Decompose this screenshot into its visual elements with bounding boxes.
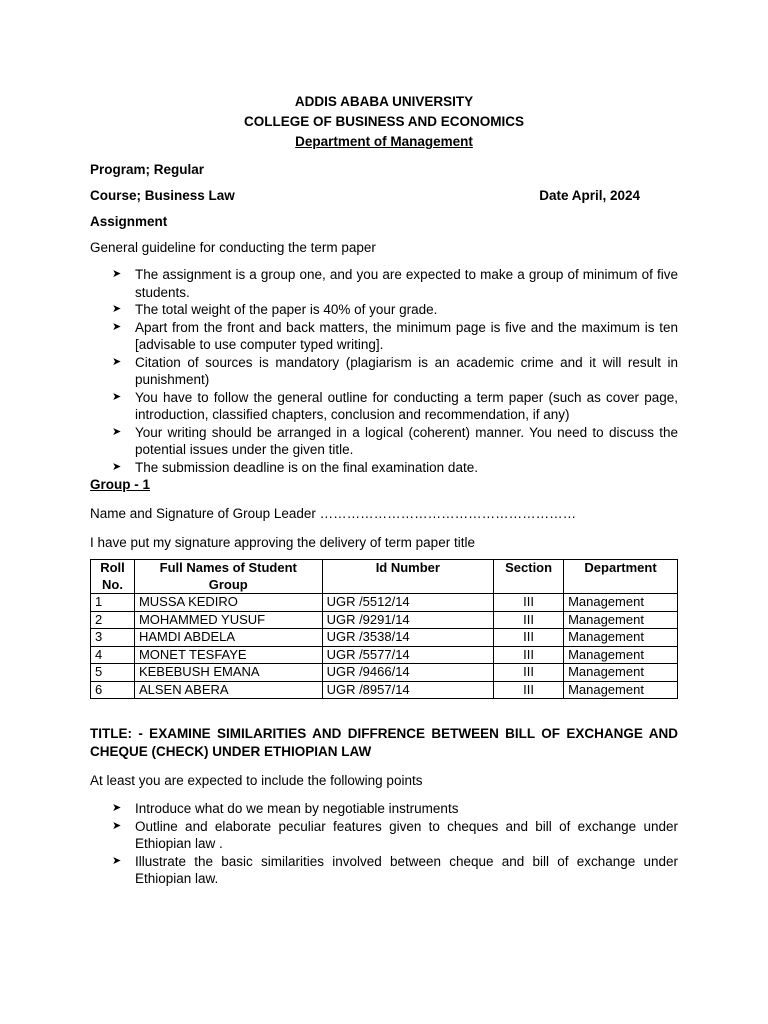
id-cell: UGR /9291/14 — [322, 611, 494, 629]
roll-cell: 4 — [91, 646, 135, 664]
roll-cell: 3 — [91, 629, 135, 647]
paper-title: TITLE: - EXAMINE SIMILARITIES AND DIFFRENCE BETWEEN BILL OF EXCHANGE AND CHEQUE (CHECK) UNDER ETHIOPIAN LAW — [90, 726, 678, 759]
group-members-table — [90, 559, 678, 699]
name-cell: MOHAMMED YUSUF — [134, 611, 322, 629]
date-label: Date April, 2024 — [539, 188, 640, 203]
column-header: Department — [564, 560, 678, 594]
arrow-bullet-icon: ➤ — [112, 819, 122, 832]
arrow-bullet-icon: ➤ — [112, 802, 122, 814]
university-name: ADDIS ABABA UNIVERSITY — [294, 94, 474, 109]
arrow-bullet-icon: ➤ — [112, 320, 122, 333]
course-row — [90, 187, 678, 205]
department-cell: Management — [564, 646, 678, 664]
arrow-bullet-icon: ➤ — [112, 303, 122, 315]
section-cell: III — [494, 664, 564, 682]
name-cell: KEBEBUSH EMANA — [134, 664, 322, 682]
id-cell: UGR /5577/14 — [322, 646, 494, 664]
arrow-bullet-icon: ➤ — [112, 268, 122, 280]
arrow-bullet-icon: ➤ — [112, 460, 122, 473]
section-cell: III — [494, 646, 564, 664]
column-header: Full Names of Student Group — [134, 560, 322, 594]
name-cell: MUSSA KEDIRO — [134, 594, 322, 612]
document-page — [90, 92, 678, 888]
name-cell: MONET TESFAYE — [134, 646, 322, 664]
program-row — [90, 161, 678, 179]
column-header: Id Number — [322, 560, 494, 594]
name-cell: ALSEN ABERA — [134, 681, 322, 699]
roll-cell: 2 — [91, 611, 135, 629]
college-name: COLLEGE OF BUSINESS AND ECONOMICS — [243, 114, 525, 129]
list-item: ➤ Outline and elaborate peculiar features given to cheques and bill of exchange under Ethiopian law . — [112, 818, 678, 851]
list-item: ➤ The submission deadline is on the final examination date. — [112, 459, 478, 475]
leader-signature-line: Name and Signature of Group Leader ………………………………………………… — [90, 506, 577, 521]
list-item: ➤ Your writing should be arranged in a logical (coherent) manner. You need to discuss the potential issues under the given title. — [112, 424, 678, 457]
list-item: ➤ Introduce what do we mean by negotiable instruments — [112, 801, 459, 816]
group-label-text: Group - 1 — [90, 477, 150, 492]
points-intro: At least you are expected to include the following points — [90, 773, 423, 788]
approval-line: I have put my signature approving the delivery of term paper title — [90, 535, 475, 550]
section-cell: III — [494, 611, 564, 629]
guideline-intro: General guideline for conducting the term paper — [90, 240, 376, 255]
table-row — [91, 594, 678, 612]
department-name — [90, 132, 678, 152]
table-row — [91, 646, 678, 664]
list-item: ➤ You have to follow the general outline for conducting a term paper (such as cover page, introduction, classified chapters, conclusion and recommendation, if any) — [112, 389, 678, 422]
section-cell: III — [494, 681, 564, 699]
arrow-bullet-icon: ➤ — [112, 425, 122, 438]
assignment-row — [90, 213, 678, 231]
department-cell: Management — [564, 594, 678, 612]
section-cell: III — [494, 629, 564, 647]
id-cell: UGR /5512/14 — [322, 594, 494, 612]
arrow-bullet-icon: ➤ — [112, 390, 122, 403]
department-cell: Management — [564, 664, 678, 682]
id-cell: UGR /3538/14 — [322, 629, 494, 647]
department-cell: Management — [564, 629, 678, 647]
arrow-bullet-icon: ➤ — [112, 355, 122, 368]
assignment-label: Assignment — [90, 214, 168, 229]
department-name-text: Department of Management — [295, 134, 473, 149]
roll-cell: 6 — [91, 681, 135, 699]
column-header: Section — [494, 560, 564, 594]
id-cell: UGR /8957/14 — [322, 681, 494, 699]
table-row — [91, 681, 678, 699]
course-label: Course; Business Law — [90, 188, 235, 203]
group-label — [90, 476, 678, 494]
column-header: Roll No. — [91, 560, 135, 594]
id-cell: UGR /9466/14 — [322, 664, 494, 682]
table-row — [91, 611, 678, 629]
arrow-bullet-icon: ➤ — [112, 854, 122, 867]
list-item: ➤ Apart from the front and back matters, the minimum page is five and the maximum is ten [advisable to use computer typed writing]. — [112, 319, 678, 352]
table-row — [91, 664, 678, 682]
section-cell: III — [494, 594, 564, 612]
list-item: ➤ Citation of sources is mandatory (plagiarism is an academic crime and it will result in punishment) — [112, 354, 678, 387]
department-cell: Management — [564, 681, 678, 699]
table-header-row — [91, 560, 678, 594]
department-cell: Management — [564, 611, 678, 629]
table-row — [91, 629, 678, 647]
list-item: ➤ The total weight of the paper is 40% of your grade. — [112, 302, 438, 317]
list-item: ➤ The assignment is a group one, and you are expected to make a group of minimum of five students. — [112, 267, 678, 300]
list-item: ➤ Illustrate the basic similarities involved between cheque and bill of exchange under Ethiopian law. — [112, 853, 678, 886]
guideline-list — [90, 266, 678, 476]
roll-cell: 1 — [91, 594, 135, 612]
points-list — [90, 800, 678, 888]
program-label: Program; Regular — [90, 162, 205, 177]
name-cell: HAMDI ABDELA — [134, 629, 322, 647]
roll-cell: 5 — [91, 664, 135, 682]
